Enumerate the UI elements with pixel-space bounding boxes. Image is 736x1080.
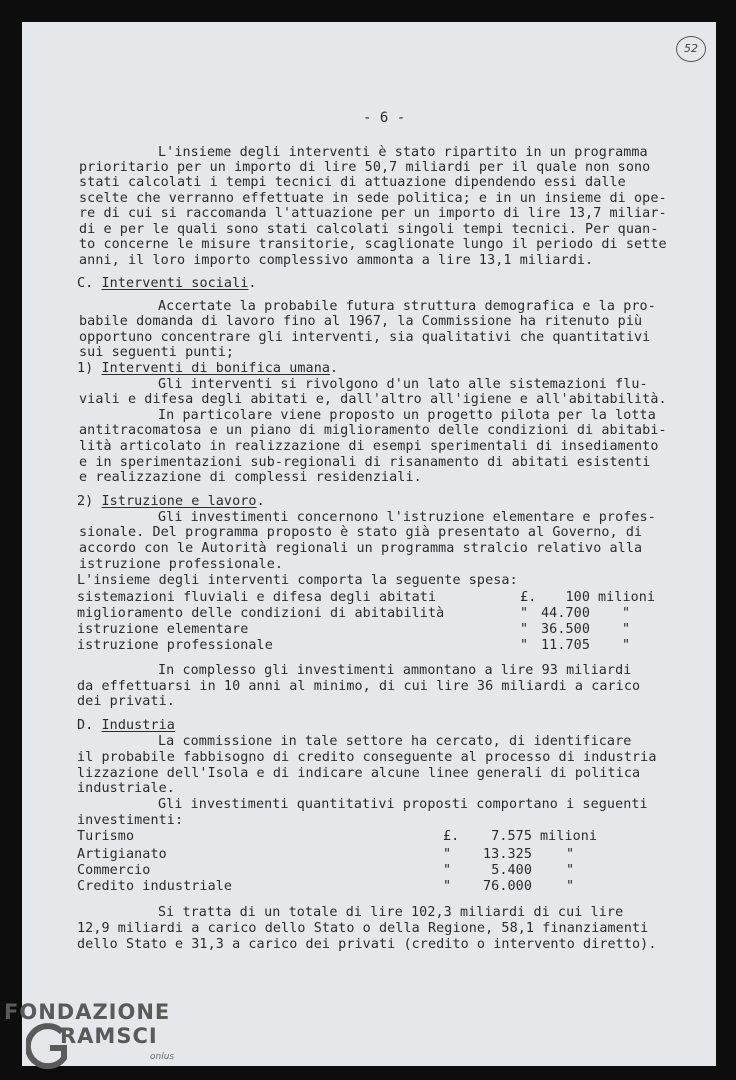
text-line: di e per le quali sono stati calcolati singoli tempi tecnici. Per quan- bbox=[79, 222, 659, 237]
text-line: anni, il loro importo complessivo ammonta a lire 13,1 miliardi. bbox=[79, 253, 594, 268]
page-number: - 6 - bbox=[363, 110, 406, 126]
row-mark: " bbox=[443, 847, 452, 862]
row-label: Artigianato bbox=[77, 847, 167, 862]
text-line: to concerne le misure transitorie, scaglionate lungo il periodo di sette bbox=[79, 237, 667, 252]
text-line: antitracomatosa e un piano di miglioramento delle condizioni di abitabi- bbox=[79, 423, 667, 438]
row-value: 76.000 bbox=[483, 879, 532, 894]
text-line: sui seguenti punti; bbox=[79, 345, 235, 360]
row-label: Commercio bbox=[77, 863, 151, 878]
text-line: L'insieme degli interventi comporta la seguente spesa: bbox=[77, 573, 518, 588]
text-line: sionale. Del programma proposto è stato già presentato al Governo, di bbox=[79, 525, 643, 540]
text-line: e in sperimentazioni sub-regionali di risanamento di abitati esistenti bbox=[79, 455, 651, 470]
text-line: re di cui si raccomanda l'attuazione per un importo di lire 13,7 miliar- bbox=[79, 206, 667, 221]
text-line: opportuno concentrare gli interventi, sia qualitativi che quantitativi bbox=[79, 330, 651, 345]
row-mark: " bbox=[520, 606, 529, 621]
text-line: il probabile fabbisogno di credito conseguente al processo di industria bbox=[77, 750, 657, 765]
subheading-point-2: 2) Istruzione e lavoro. bbox=[77, 494, 265, 509]
text-line: industriale. bbox=[77, 781, 175, 796]
text-line: In complesso gli investimenti ammontano a lire 93 miliardi bbox=[158, 663, 632, 678]
text-line: Accertate la probabile futura struttura demografica e la pro- bbox=[158, 299, 656, 314]
subheading-point-1: 1) Interventi di bonifica umana. bbox=[77, 361, 339, 376]
row-value: 44.700 bbox=[541, 606, 590, 621]
watermark-line-1: FONDAZIONE bbox=[4, 1000, 171, 1024]
text-line: Gli investimenti quantitativi proposti comportano i seguenti bbox=[158, 797, 648, 812]
text-line: scelte che verranno effettuate in sede politica; e in un insieme di ope- bbox=[79, 191, 667, 206]
row-value: 5.400 bbox=[491, 863, 532, 878]
row-mark: £. bbox=[443, 829, 460, 844]
row-mark: " bbox=[520, 638, 529, 653]
text-line: e realizzazione di complessi residenziali. bbox=[79, 470, 422, 485]
row-value: 11.705 bbox=[541, 638, 590, 653]
watermark-line-3: onlus bbox=[150, 1052, 175, 1062]
text-line: viali e difesa degli abitati e, dall'altro all'igiene e all'abitabilità. bbox=[79, 392, 667, 407]
text-line: dei privati. bbox=[77, 694, 175, 709]
row-unit: " bbox=[622, 638, 631, 653]
row-unit: milioni bbox=[598, 590, 656, 605]
text-line: da effettuarsi in 10 anni al minimo, di cui lire 36 miliardi a carico bbox=[77, 679, 641, 694]
text-line: accordo con le Autorità regionali un programma stralcio relativo alla bbox=[79, 541, 643, 556]
row-unit: " bbox=[566, 847, 575, 862]
text-line: babile domanda di lavoro fino al 1967, la Commissione ha ritenuto più bbox=[79, 314, 643, 329]
section-heading-c: C. Interventi sociali. bbox=[77, 276, 257, 291]
text-line: In particolare viene proposto un progetto pilota per la lotta bbox=[158, 408, 656, 423]
text-line: investimenti: bbox=[77, 813, 184, 828]
row-unit: " bbox=[622, 622, 631, 637]
text-line: Gli investimenti concernono l'istruzione elementare e profes- bbox=[158, 510, 656, 525]
row-value: 7.575 bbox=[491, 829, 532, 844]
row-value: 36.500 bbox=[541, 622, 590, 637]
row-mark: " bbox=[520, 622, 529, 637]
row-label: istruzione professionale bbox=[77, 638, 273, 653]
row-label: Turismo bbox=[77, 829, 135, 844]
row-value: 13.325 bbox=[483, 847, 532, 862]
text-line: stati calcolati i tempi tecnici di attuazione dipendendo essi dalle bbox=[79, 175, 626, 190]
row-mark: " bbox=[443, 879, 452, 894]
text-line: dello Stato e 31,3 a carico dei privati (credito o intervento diretto). bbox=[77, 937, 657, 952]
row-mark: " bbox=[443, 863, 452, 878]
row-unit: " bbox=[566, 879, 575, 894]
row-unit: " bbox=[622, 606, 631, 621]
text-line: La commissione in tale settore ha cercato, di identificare bbox=[158, 734, 632, 749]
section-heading-d: D. Industria bbox=[77, 718, 175, 733]
fondazione-gramsci-watermark bbox=[4, 1000, 204, 1080]
row-value: 100 bbox=[565, 590, 590, 605]
text-line: Si tratta di un totale di lire 102,3 miliardi di cui lire bbox=[158, 905, 624, 920]
watermark-line-2: RAMSCI bbox=[60, 1024, 158, 1048]
row-label: miglioramento delle condizioni di abitabilità bbox=[77, 606, 445, 621]
text-line: lizzazione dell'Isola e di indicare alcune linee generali di politica bbox=[77, 766, 641, 781]
text-line: prioritario per un importo di lire 50,7 miliardi per il quale non sono bbox=[79, 160, 651, 175]
row-label: sistemazioni fluviali e difesa degli abitati bbox=[77, 590, 437, 605]
row-label: Credito industriale bbox=[77, 879, 233, 894]
row-unit: milioni bbox=[540, 829, 598, 844]
text-line: Gli interventi si rivolgono d'un lato alle sistemazioni flu- bbox=[158, 377, 648, 392]
text-line: lità articolato in realizzazione di esempi sperimentali di insediamento bbox=[79, 439, 659, 454]
text-line: L'insieme degli interventi è stato ripartito in un programma bbox=[158, 145, 648, 160]
archive-page-stamp: 52 bbox=[676, 36, 706, 62]
row-unit: " bbox=[566, 863, 575, 878]
row-label: istruzione elementare bbox=[77, 622, 249, 637]
text-line: istruzione professionale. bbox=[79, 557, 284, 572]
row-mark: £. bbox=[520, 590, 537, 605]
text-line: 12,9 miliardi a carico dello Stato o della Regione, 58,1 finanziamenti bbox=[77, 921, 649, 936]
